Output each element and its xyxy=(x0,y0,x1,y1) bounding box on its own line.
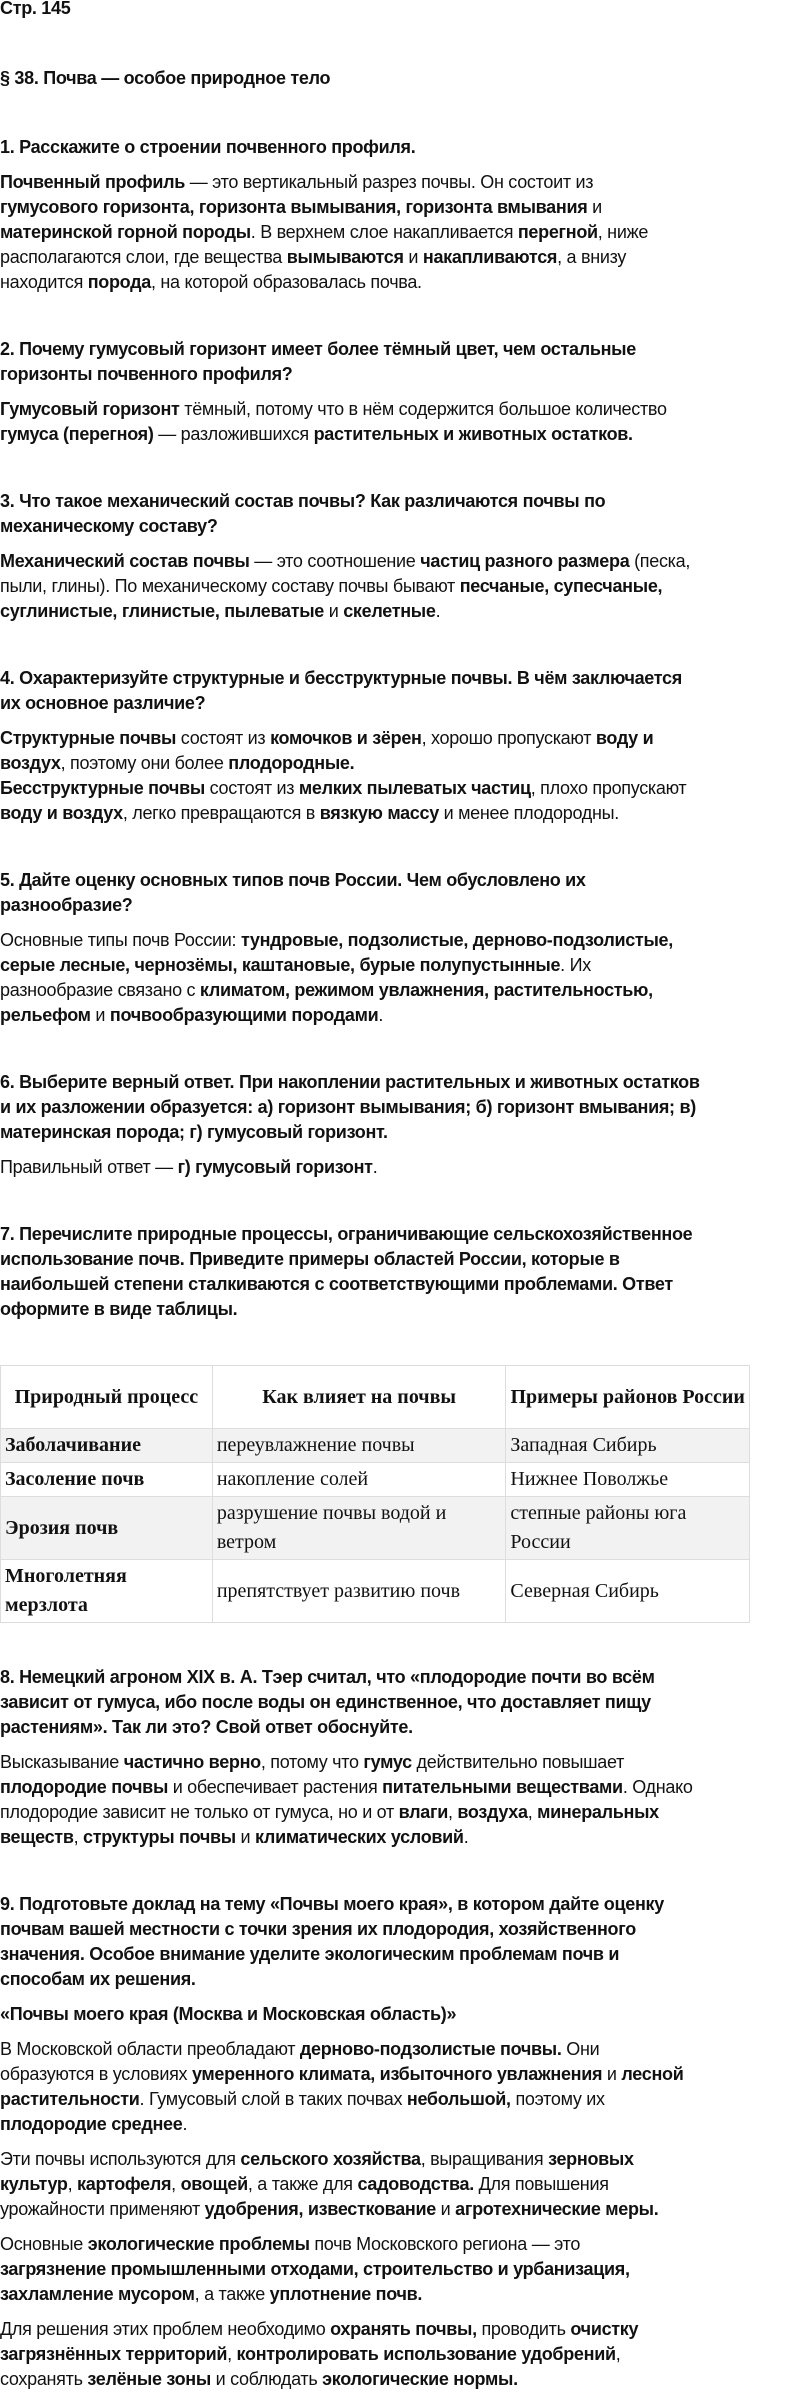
bold-text: материнской горной породы xyxy=(0,222,251,242)
bold-text: воздуха xyxy=(457,1802,528,1822)
answer-line xyxy=(0,599,800,624)
bold-text: растительности xyxy=(0,2089,140,2109)
question-line: наибольшей степени сталкиваются с соответствующими проблемами. Ответ xyxy=(0,1274,673,1294)
task-3 xyxy=(0,489,800,624)
text: , выращивания xyxy=(420,2149,549,2169)
bold-text: экологические нормы. xyxy=(322,2369,518,2389)
answer-paragraph xyxy=(0,928,800,1028)
bold-text: суглинистые, глинистые, пылеватые xyxy=(0,601,325,621)
text: плодородие зависит не только от гумуса, но и от xyxy=(0,1802,399,1822)
text: состоят из xyxy=(176,728,271,748)
bold-text: Почвенный профиль xyxy=(0,172,186,192)
text: и xyxy=(235,1827,255,1847)
task-question xyxy=(0,1070,800,1145)
bold-text: небольшой, xyxy=(406,2089,511,2109)
question-line: использование почв. Приведите примеры областей России, которые в xyxy=(0,1249,620,1269)
answer-paragraph xyxy=(0,2317,800,2392)
answer-line xyxy=(0,2197,800,2222)
bold-text: гумусового горизонта, горизонта вымывания, горизонта вмывания xyxy=(0,197,588,217)
question-line: растениям». Так ли это? Свой ответ обоснуйте. xyxy=(0,1717,413,1737)
bold-text: комочков и зёрен xyxy=(270,728,422,748)
bold-text: загрязнённых территорий xyxy=(0,2344,228,2364)
text: . Однако xyxy=(622,1777,693,1797)
answer-paragraph xyxy=(0,2147,800,2222)
task-8 xyxy=(0,1665,800,1850)
task-4 xyxy=(0,666,800,826)
text: образуются в условиях xyxy=(0,2064,192,2084)
table-cell: Нижнее Поволжье xyxy=(506,1463,750,1497)
bold-text: сельского хозяйства xyxy=(240,2149,421,2169)
text: , плохо пропускают xyxy=(530,778,687,798)
task-question xyxy=(0,1222,800,1322)
answer-paragraph xyxy=(0,726,800,826)
text: . xyxy=(463,1827,469,1847)
bold-text: захламление мусором xyxy=(0,2284,195,2304)
text: находится xyxy=(0,272,88,292)
answer-line xyxy=(0,1750,800,1775)
bold-text: климатом, режимом увлажнения, растительностью, xyxy=(199,980,653,1000)
question-line: горизонты почвенного профиля? xyxy=(0,364,293,384)
text: В Московской области преобладают xyxy=(0,2039,300,2059)
question-line: 4. Охарактеризуйте структурные и бесструктурные почвы. В чём заключается xyxy=(0,668,682,688)
answer-line xyxy=(0,2087,800,2112)
text: и xyxy=(324,601,344,621)
answer-line xyxy=(0,422,800,447)
text: , потому что xyxy=(260,1752,364,1772)
column-header: Примеры районов России xyxy=(506,1366,750,1429)
answer-line xyxy=(0,1775,800,1800)
table-cell: переувлажнение почвы xyxy=(212,1429,506,1463)
answer-line xyxy=(0,220,800,245)
table-cell: Северная Сибирь xyxy=(506,1560,750,1623)
page-label: Стр. 145 xyxy=(0,0,71,18)
text: Эти почвы используются для xyxy=(0,2149,241,2169)
question-line: 8. Немецкий агроном XIX в. А. Тэер считал, что «плодородие почти во всём xyxy=(0,1667,655,1687)
answer-paragraph xyxy=(0,2037,800,2137)
question-line: значения. Особое внимание уделите экологическим проблемам почв и xyxy=(0,1944,620,1964)
question-line: 1. Расскажите о строении почвенного профиля. xyxy=(0,137,416,157)
question-line: механическому составу? xyxy=(0,516,218,536)
question-line: 9. Подготовьте доклад на тему «Почвы моего края», в котором дайте оценку xyxy=(0,1894,664,1914)
text: . xyxy=(372,1157,378,1177)
bold-text: вымываются xyxy=(286,247,404,267)
bold-text: минеральных xyxy=(537,1802,659,1822)
text: . xyxy=(182,2114,188,2134)
bold-text: охранять почвы, xyxy=(330,2319,477,2339)
bold-text: вязкую массу xyxy=(319,803,439,823)
answer-line xyxy=(0,801,800,826)
answer-line xyxy=(0,928,800,953)
bold-text: овощей xyxy=(180,2174,248,2194)
answer-line xyxy=(0,751,800,776)
answer-paragraph xyxy=(0,170,800,295)
bold-text: влаги xyxy=(398,1802,448,1822)
bold-text: плодородие среднее xyxy=(0,2114,183,2134)
text: , xyxy=(73,1827,83,1847)
table-cell: степные районы юга России xyxy=(506,1497,750,1560)
answer-line xyxy=(0,2282,800,2307)
bold-text: загрязнение промышленными отходами, строительство и урбанизация, xyxy=(0,2259,630,2279)
bold-text: плодородные. xyxy=(228,753,355,773)
answer-line xyxy=(0,2112,800,2137)
answer-line xyxy=(0,2257,800,2282)
bold-text: перегной xyxy=(517,222,598,242)
bold-text: Гумусовый горизонт xyxy=(0,399,180,419)
text: , а также xyxy=(194,2284,270,2304)
question-line: почвам вашей местности с точки зрения их плодородия, хозяйственного xyxy=(0,1919,636,1939)
answer-line xyxy=(0,726,800,751)
text: и xyxy=(602,2064,622,2084)
text: пыли, глины). По механическому составу почвы бывают xyxy=(0,576,460,596)
text: Основные xyxy=(0,2234,88,2254)
bold-text: контролировать использование удобрений xyxy=(236,2344,616,2364)
bold-text: «Почвы моего края (Москва и Московская область)» xyxy=(0,2004,457,2024)
text: . xyxy=(435,601,441,621)
table-row xyxy=(1,1429,750,1463)
answer-paragraph xyxy=(0,2232,800,2307)
text: урожайности применяют xyxy=(0,2199,205,2219)
text: , ниже xyxy=(597,222,649,242)
text: состоят из xyxy=(204,778,299,798)
table-header-row xyxy=(1,1366,750,1429)
question-line: 6. Выберите верный ответ. При накоплении растительных и животных остатков xyxy=(0,1072,700,1092)
bold-text: плодородие почвы xyxy=(0,1777,169,1797)
bold-text: лесной xyxy=(621,2064,684,2084)
answer-line xyxy=(0,1825,800,1850)
text: . Их xyxy=(560,955,591,975)
answer-paragraph xyxy=(0,1750,800,1850)
task-question xyxy=(0,1665,800,1740)
answer-line xyxy=(0,1155,800,1180)
text: Основные типы почв России: xyxy=(0,930,241,950)
question-line: способам их решения. xyxy=(0,1969,196,1989)
bold-text: зелёные зоны xyxy=(87,2369,211,2389)
task-question xyxy=(0,666,800,716)
text: и обеспечивает растения xyxy=(168,1777,383,1797)
text: — это соотношение xyxy=(249,551,421,571)
answer-paragraph xyxy=(0,397,800,447)
answer-paragraph xyxy=(0,1155,800,1180)
column-header: Природный процесс xyxy=(1,1366,213,1429)
answer-line xyxy=(0,397,800,422)
bold-text: уплотнение почв. xyxy=(269,2284,423,2304)
answer-line xyxy=(0,195,800,220)
task-question xyxy=(0,337,800,387)
text: разнообразие связано с xyxy=(0,980,200,1000)
text: , xyxy=(171,2174,181,2194)
answer-line xyxy=(0,953,800,978)
bold-text: веществ xyxy=(0,1827,74,1847)
bold-text: дерново-подзолистые почвы. xyxy=(299,2039,562,2059)
table-row xyxy=(1,1497,750,1560)
text: , на которой образовалась почва. xyxy=(150,272,422,292)
task-question xyxy=(0,489,800,539)
text: и xyxy=(435,2199,456,2219)
bold-text: накапливаются xyxy=(422,247,558,267)
answer-line xyxy=(0,2232,800,2257)
table-row xyxy=(1,1463,750,1497)
bold-text: порода xyxy=(87,272,151,292)
bold-text: экологические проблемы xyxy=(87,2234,310,2254)
text: и менее плодородны. xyxy=(438,803,619,823)
text: и соблюдать xyxy=(210,2369,323,2389)
answer-line xyxy=(0,245,800,270)
task-question xyxy=(0,1892,800,1992)
bold-text: культур xyxy=(0,2174,68,2194)
text: , хорошо пропускают xyxy=(421,728,596,748)
section-title: § 38. Почва — особое природное тело xyxy=(0,68,331,88)
table-cell: Эрозия почв xyxy=(1,1497,213,1560)
bold-text: удобрения, известкование xyxy=(204,2199,436,2219)
bold-text: частиц разного размера xyxy=(420,551,630,571)
bold-text: агротехнические меры. xyxy=(455,2199,659,2219)
text: (песка, xyxy=(629,551,691,571)
bold-text: Структурные почвы xyxy=(0,728,177,748)
answer-line xyxy=(0,776,800,801)
answer-line xyxy=(0,2317,800,2342)
table-cell: Западная Сибирь xyxy=(506,1429,750,1463)
table-cell: накопление солей xyxy=(212,1463,506,1497)
bold-text: Механический состав почвы xyxy=(0,551,250,571)
bold-text: умеренного климата, избыточного увлажнения xyxy=(191,2064,603,2084)
bold-text: картофеля xyxy=(77,2174,172,2194)
bold-text: гумуса (перегноя) xyxy=(0,424,154,444)
text: располагаются слои, где вещества xyxy=(0,247,287,267)
question-line: и их разложении образуется: а) горизонт вымывания; б) горизонт вмывания; в) xyxy=(0,1097,696,1117)
text: тёмный, потому что в нём содержится большое количество xyxy=(179,399,667,419)
bold-text: зерновых xyxy=(548,2149,634,2169)
text: , поэтому они более xyxy=(60,753,229,773)
task-6 xyxy=(0,1070,800,1180)
answer-line xyxy=(0,2147,800,2172)
text: , а внизу xyxy=(557,247,627,267)
bold-text: серые лесные, чернозёмы, каштановые, бурые полупустынные xyxy=(0,955,561,975)
task-question xyxy=(0,868,800,918)
bold-text: тундровые, подзолистые, дерново-подзолистые, xyxy=(240,930,673,950)
text: Они xyxy=(561,2039,600,2059)
bold-text: гумус xyxy=(363,1752,412,1772)
table-cell: разрушение почвы водой и ветром xyxy=(212,1497,506,1560)
answer-line xyxy=(0,2002,800,2027)
bold-text: рельефом xyxy=(0,1005,91,1025)
answer-paragraph xyxy=(0,2002,800,2027)
text: . Гумусовый слой в таких почвах xyxy=(139,2089,407,2109)
text: . xyxy=(378,1005,384,1025)
text: и xyxy=(403,247,423,267)
text: Высказывание xyxy=(0,1752,124,1772)
text: , xyxy=(447,1802,458,1822)
bold-text: воздух xyxy=(0,753,61,773)
question-line: 7. Перечислите природные процессы, ограничивающие сельскохозяйственное xyxy=(0,1224,693,1244)
answer-line xyxy=(0,2172,800,2197)
answer-line xyxy=(0,574,800,599)
answer-line xyxy=(0,2037,800,2062)
text: действительно повышает xyxy=(411,1752,625,1772)
bold-text: мелких пылеватых частиц xyxy=(298,778,531,798)
bold-text: структуры почвы xyxy=(83,1827,236,1847)
task-5 xyxy=(0,868,800,1028)
task-7 xyxy=(0,1222,800,1623)
text: , легко превращаются в xyxy=(122,803,320,823)
text: . В верхнем слое накапливается xyxy=(250,222,518,242)
text: , xyxy=(227,2344,237,2364)
text: и xyxy=(90,1005,110,1025)
text: , xyxy=(615,2344,621,2364)
task-2 xyxy=(0,337,800,447)
answer-paragraph xyxy=(0,549,800,624)
bold-text: песчаные, супесчаные, xyxy=(459,576,663,596)
bold-text: питательными веществами xyxy=(382,1777,623,1797)
answer-line xyxy=(0,1800,800,1825)
table-cell: Многолетняя мерзлота xyxy=(1,1560,213,1623)
bold-text: скелетные xyxy=(343,601,436,621)
bold-text: воду и воздух xyxy=(0,803,123,823)
bold-text: почвообразующими породами xyxy=(109,1005,379,1025)
text: проводить xyxy=(476,2319,571,2339)
bold-text: частично верно xyxy=(123,1752,261,1772)
text: Правильный ответ — xyxy=(0,1157,178,1177)
column-header: Как влияет на почвы xyxy=(212,1366,506,1429)
text: , xyxy=(527,1802,538,1822)
task-9 xyxy=(0,1892,800,2392)
sections xyxy=(0,135,800,2392)
question-line: оформите в виде таблицы. xyxy=(0,1299,238,1319)
text: — это вертикальный разрез почвы. Он состоит из xyxy=(185,172,594,192)
table-cell: Заболачивание xyxy=(1,1429,213,1463)
text: сохранять xyxy=(0,2369,88,2389)
task-question xyxy=(0,135,800,160)
table-cell: препятствует развитию почв xyxy=(212,1560,506,1623)
task-1 xyxy=(0,135,800,295)
question-line: зависит от гумуса, ибо после воды он единственное, что доставляет пищу xyxy=(0,1692,651,1712)
answer-line xyxy=(0,978,800,1003)
bold-text: г) гумусовый горизонт xyxy=(177,1157,373,1177)
question-line: материнская порода; г) гумусовый горизонт. xyxy=(0,1122,388,1142)
question-line: 3. Что такое механический состав почвы? Как различаются почвы по xyxy=(0,491,606,511)
answer-line xyxy=(0,270,800,295)
text: и xyxy=(587,197,602,217)
text: — разложившихся xyxy=(153,424,314,444)
question-line: их основное различие? xyxy=(0,693,206,713)
answer-line xyxy=(0,1003,800,1028)
bold-text: климатических условий xyxy=(255,1827,464,1847)
bold-text: садоводства. xyxy=(357,2174,474,2194)
answer-line xyxy=(0,170,800,195)
question-line: разнообразие? xyxy=(0,895,133,915)
question-line: 5. Дайте оценку основных типов почв России. Чем обусловлено их xyxy=(0,870,586,890)
table-row xyxy=(1,1560,750,1623)
question-line: 2. Почему гумусовый горизонт имеет более тёмный цвет, чем остальные xyxy=(0,339,636,359)
bold-text: растительных и животных остатков. xyxy=(313,424,633,444)
text: Для повышения xyxy=(473,2174,609,2194)
text: Для решения этих проблем необходимо xyxy=(0,2319,331,2339)
answer-line xyxy=(0,2367,800,2392)
answer-line xyxy=(0,2062,800,2087)
answer-line xyxy=(0,549,800,574)
table-cell: Засоление почв xyxy=(1,1463,213,1497)
text: , xyxy=(67,2174,78,2194)
text: , а также для xyxy=(247,2174,358,2194)
soil-processes-table xyxy=(0,1365,750,1623)
bold-text: Бесструктурные почвы xyxy=(0,778,205,798)
text: поэтому их xyxy=(510,2089,605,2109)
text: почв Московского региона — это xyxy=(309,2234,581,2254)
bold-text: очистку xyxy=(570,2319,639,2339)
bold-text: воду и xyxy=(595,728,654,748)
answer-line xyxy=(0,2342,800,2367)
